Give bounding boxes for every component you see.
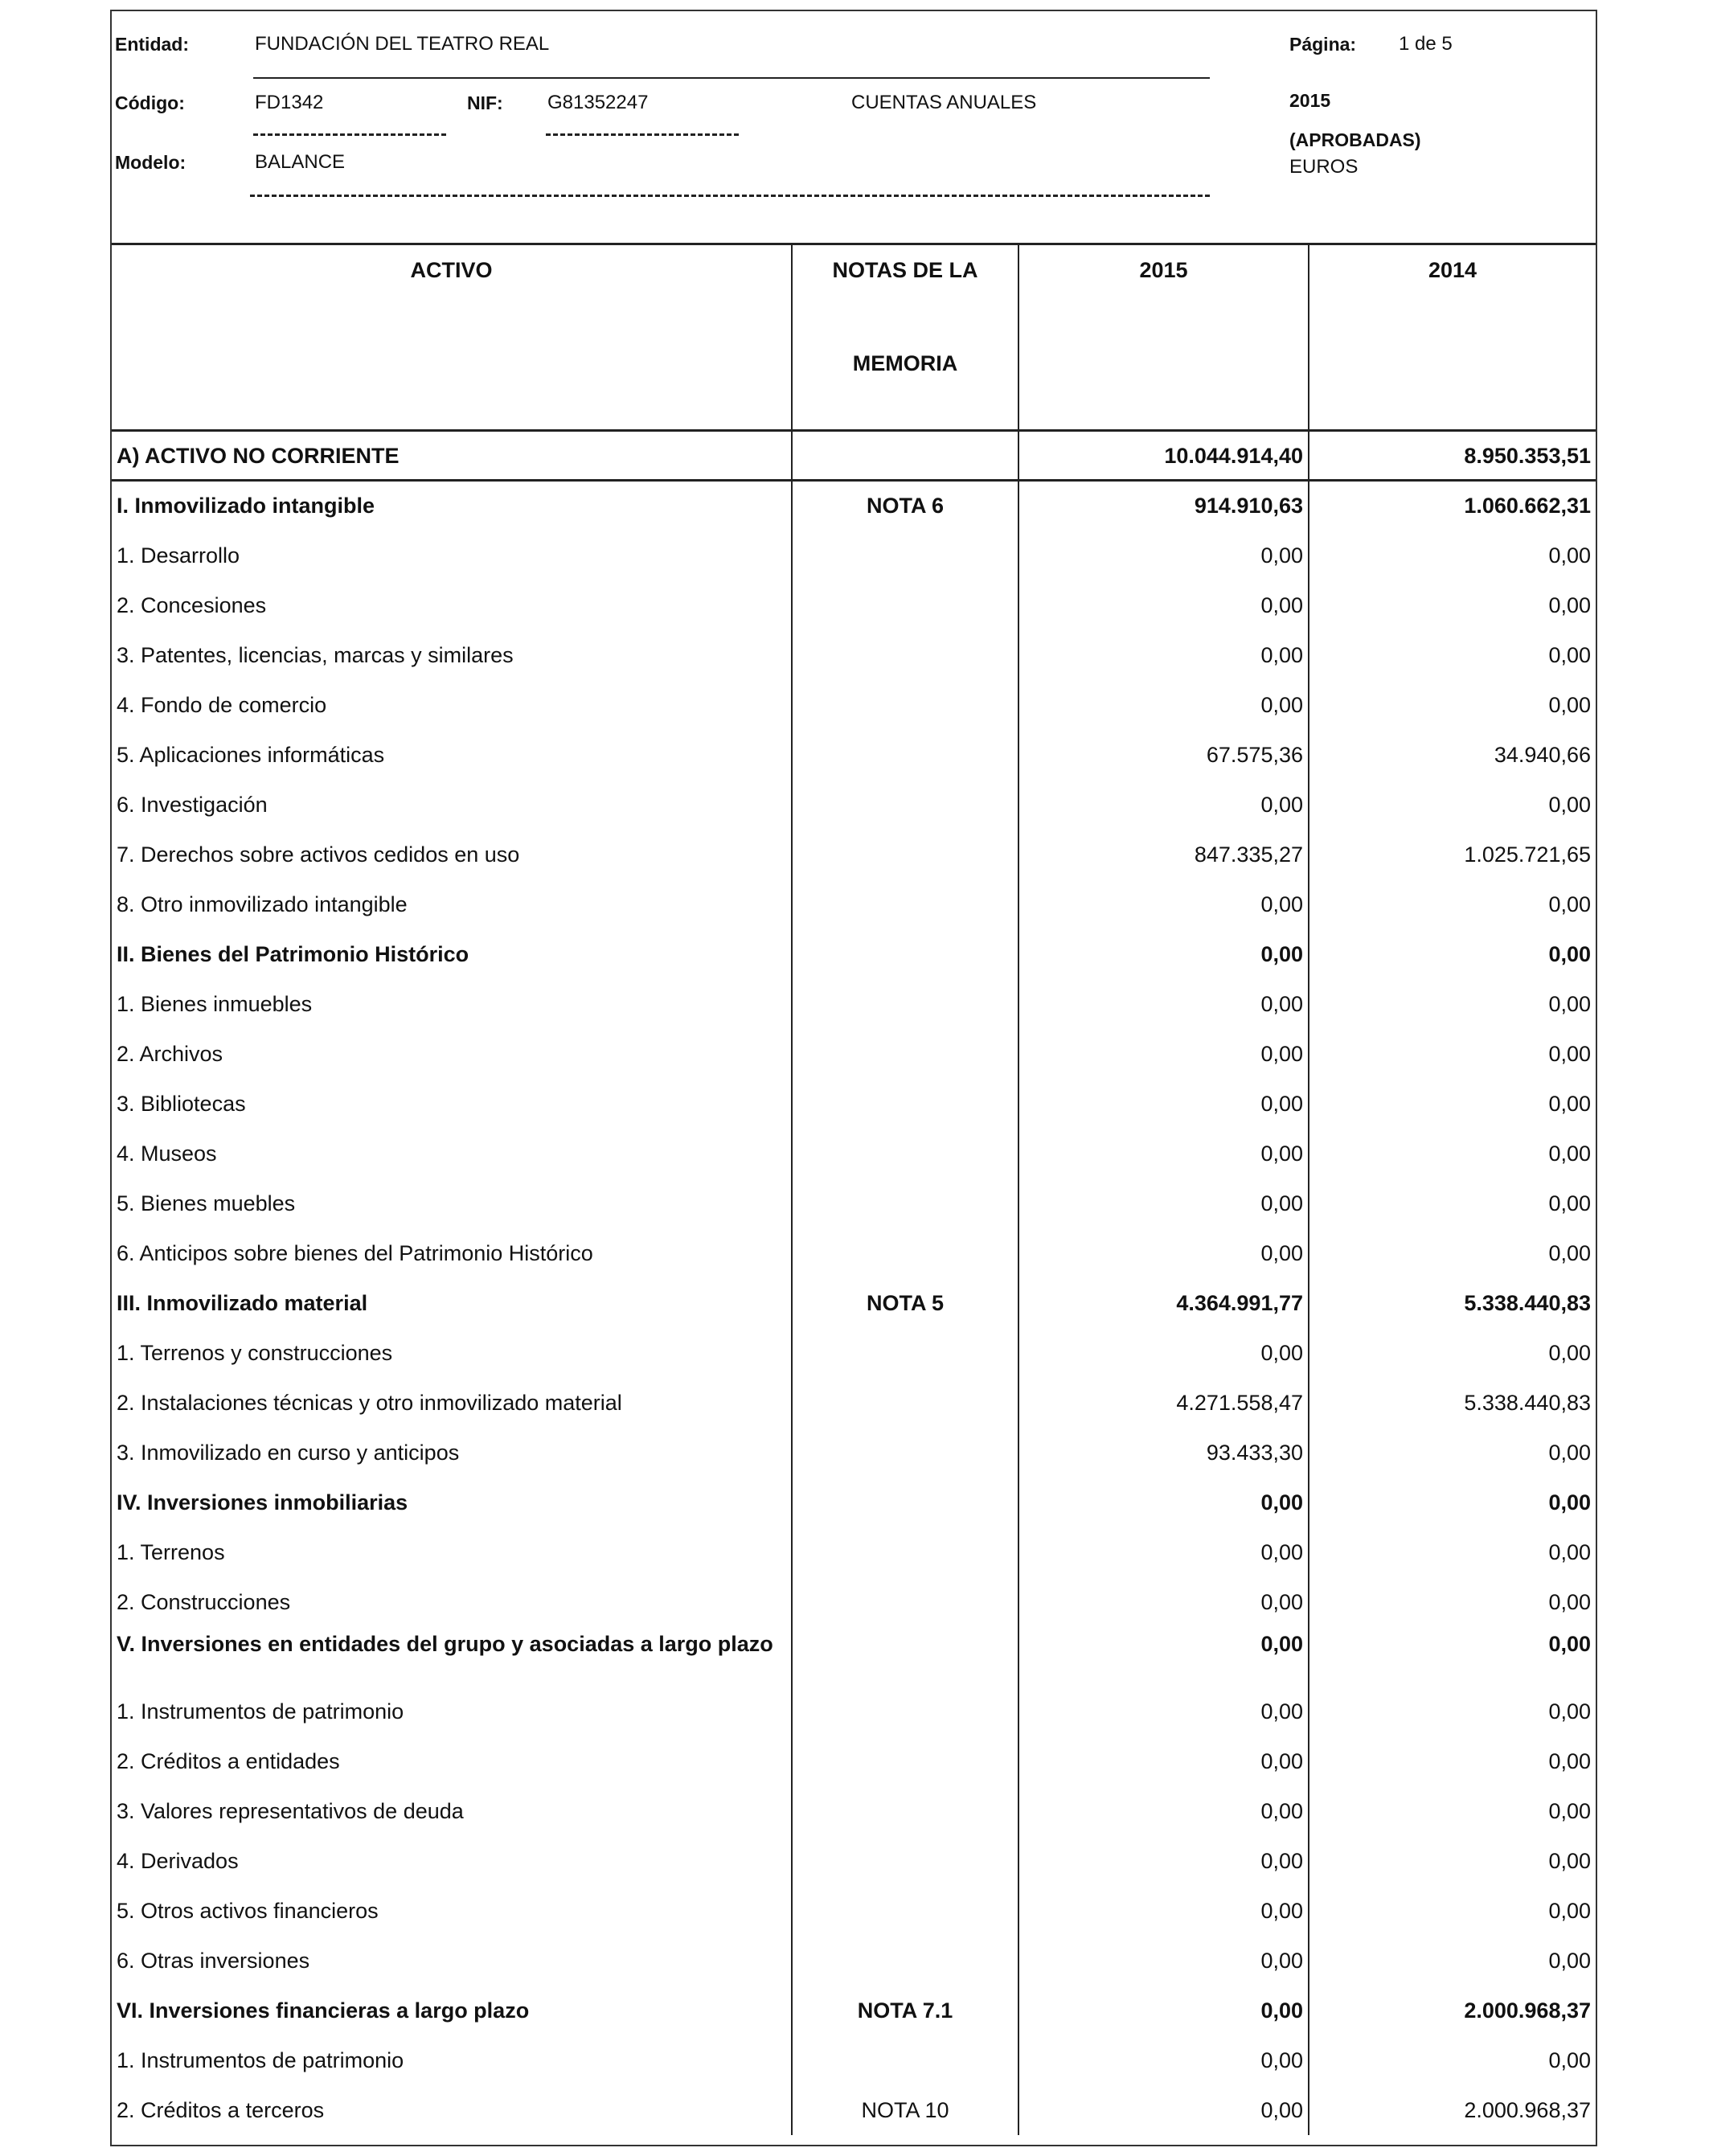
row-note	[792, 1178, 1018, 1228]
row-concept: 4. Derivados	[117, 1848, 239, 1873]
row-note	[792, 929, 1018, 979]
row-concept: II. Bienes del Patrimonio Histórico	[117, 941, 469, 966]
row-value-2015: 0,00	[1018, 580, 1309, 630]
row-value-2015: 0,00	[1018, 1029, 1309, 1079]
row-value-2014: 0,00	[1309, 1786, 1596, 1836]
row-value-2014: 0,00	[1309, 1527, 1596, 1577]
row-value-2014: 0,00	[1309, 1687, 1596, 1736]
modelo-label: Modelo:	[115, 152, 186, 173]
row-note	[792, 1687, 1018, 1736]
row-note	[792, 1936, 1018, 1986]
table-row	[112, 2035, 1596, 2085]
row-value-2015: 0,00	[1018, 680, 1309, 730]
row-note	[792, 780, 1018, 830]
row-value-2015: 0,00	[1018, 1786, 1309, 1836]
doc-status: (APROBADAS)	[1289, 129, 1421, 150]
row-value-2014: 2.000.968,37	[1309, 2085, 1596, 2135]
row-value-2014: 0,00	[1309, 1029, 1596, 1079]
row-note: NOTA 6	[792, 481, 1018, 531]
row-value-2015: 0,00	[1018, 780, 1309, 830]
document-header	[112, 11, 1596, 244]
table-row	[112, 929, 1596, 979]
row-concept: 1. Terrenos	[117, 1539, 225, 1564]
table-row	[112, 1328, 1596, 1378]
table-row	[112, 1527, 1596, 1577]
row-value-2015: 0,00	[1018, 1577, 1309, 1627]
row-note	[792, 1129, 1018, 1178]
table-row	[112, 1428, 1596, 1478]
table-row	[112, 481, 1596, 531]
table-row	[112, 1278, 1596, 1328]
row-value-2015: 0,00	[1018, 2035, 1309, 2085]
row-value-2014: 0,00	[1309, 879, 1596, 929]
table-row	[112, 780, 1596, 830]
row-note	[792, 1328, 1018, 1378]
row-concept: 5. Aplicaciones informáticas	[117, 742, 385, 767]
row-value-2014: 0,00	[1309, 1627, 1596, 1687]
row-note	[792, 1736, 1018, 1786]
row-value-2015: 0,00	[1018, 979, 1309, 1029]
row-value-2015: 0,00	[1018, 879, 1309, 929]
row-value-2014: 2.000.968,37	[1309, 1986, 1596, 2035]
table-row	[112, 1886, 1596, 1936]
row-value-2015: 0,00	[1018, 531, 1309, 580]
codigo-underline	[253, 133, 446, 136]
row-value-2014: 0,00	[1309, 580, 1596, 630]
row-value-2015: 0,00	[1018, 630, 1309, 680]
row-concept: 3. Valores representativos de deuda	[117, 1798, 464, 1823]
balance-table	[112, 243, 1596, 2135]
row-note: NOTA 7.1	[792, 1986, 1018, 2035]
row-value-2014: 0,00	[1309, 780, 1596, 830]
row-value-2015: 0,00	[1018, 1228, 1309, 1278]
row-note	[792, 979, 1018, 1029]
row-value-2014: 0,00	[1309, 1936, 1596, 1986]
row-value-2015: 847.335,27	[1018, 830, 1309, 879]
row-note	[792, 1079, 1018, 1129]
row-value-2015: 0,00	[1018, 1936, 1309, 1986]
row-value-2015: 914.910,63	[1018, 481, 1309, 531]
row-value-2015: 0,00	[1018, 1836, 1309, 1886]
row-concept: 1. Bienes inmuebles	[117, 991, 313, 1016]
table-row	[112, 1786, 1596, 1836]
row-concept: A) ACTIVO NO CORRIENTE	[112, 431, 792, 481]
row-value-2014: 0,00	[1309, 1129, 1596, 1178]
row-note	[792, 1886, 1018, 1936]
row-value-2014: 0,00	[1309, 1478, 1596, 1527]
row-concept: 2. Créditos a entidades	[117, 1748, 340, 1773]
row-concept: 2. Construcciones	[117, 1589, 291, 1614]
row-note	[792, 1428, 1018, 1478]
row-value-2014: 0,00	[1309, 1178, 1596, 1228]
row-value-2014: 34.940,66	[1309, 730, 1596, 780]
row-value-2015: 0,00	[1018, 1129, 1309, 1178]
row-value-2014: 0,00	[1309, 979, 1596, 1029]
row-concept: 1. Instrumentos de patrimonio	[117, 1699, 404, 1724]
row-concept: 5. Otros activos financieros	[117, 1898, 379, 1923]
row-value-2015: 0,00	[1018, 1687, 1309, 1736]
row-value-2015: 4.271.558,47	[1018, 1378, 1309, 1428]
modelo-underline	[250, 195, 1210, 197]
row-concept: 2. Concesiones	[117, 592, 267, 617]
row-concept: 3. Patentes, licencias, marcas y similares	[117, 642, 514, 667]
row-value-2014: 0,00	[1309, 1428, 1596, 1478]
table-row	[112, 830, 1596, 879]
row-value-2015: 0,00	[1018, 1178, 1309, 1228]
row-value-2015: 0,00	[1018, 1328, 1309, 1378]
row-value-2015: 0,00	[1018, 1478, 1309, 1527]
pagina-label: Página:	[1289, 34, 1357, 55]
row-value-2015: 67.575,36	[1018, 730, 1309, 780]
table-row	[112, 630, 1596, 680]
entidad-value: FUNDACIÓN DEL TEATRO REAL	[255, 33, 550, 55]
row-note	[792, 1627, 1018, 1687]
table-row	[112, 879, 1596, 929]
row-value-2014: 0,00	[1309, 1577, 1596, 1627]
col-header-notas-line1: NOTAS DE LA	[832, 258, 978, 282]
table-row	[112, 1079, 1596, 1129]
row-value-2014: 0,00	[1309, 1079, 1596, 1129]
table-row	[112, 1936, 1596, 1986]
row-note	[792, 1836, 1018, 1886]
row-concept: 6. Anticipos sobre bienes del Patrimonio Histórico	[117, 1240, 593, 1265]
row-concept: IV. Inversiones inmobiliarias	[117, 1490, 408, 1515]
table-row	[112, 1129, 1596, 1178]
row-concept: 6. Investigación	[117, 792, 268, 817]
table-row	[112, 1986, 1596, 2035]
row-value-2015: 0,00	[1018, 2085, 1309, 2135]
table-row	[112, 1228, 1596, 1278]
row-value-2014: 8.950.353,51	[1309, 431, 1596, 481]
table-row	[112, 680, 1596, 730]
row-note	[792, 680, 1018, 730]
table-row	[112, 1178, 1596, 1228]
row-note	[792, 1029, 1018, 1079]
document-page	[110, 10, 1597, 2146]
row-concept: 6. Otras inversiones	[117, 1948, 310, 1973]
table-row	[112, 1627, 1596, 1687]
table-header-row	[112, 244, 1596, 431]
table-row	[112, 1736, 1596, 1786]
row-value-2014: 0,00	[1309, 929, 1596, 979]
row-concept: 2. Créditos a terceros	[117, 2097, 325, 2122]
row-value-2014: 0,00	[1309, 1228, 1596, 1278]
row-value-2015: 10.044.914,40	[1018, 431, 1309, 481]
table-row	[112, 580, 1596, 630]
row-concept: 1. Terrenos y construcciones	[117, 1340, 393, 1365]
modelo-value: BALANCE	[255, 151, 346, 173]
pagina-value: 1 de 5	[1399, 33, 1453, 55]
table-row	[112, 730, 1596, 780]
row-value-2014: 0,00	[1309, 1328, 1596, 1378]
entidad-label: Entidad:	[115, 34, 189, 55]
row-concept: 3. Bibliotecas	[117, 1091, 246, 1116]
row-value-2014: 0,00	[1309, 531, 1596, 580]
row-value-2014: 0,00	[1309, 2035, 1596, 2085]
row-note	[792, 1527, 1018, 1577]
row-note	[792, 630, 1018, 680]
codigo-label: Código:	[115, 92, 185, 113]
row-concept: 2. Archivos	[117, 1041, 223, 1066]
row-value-2014: 0,00	[1309, 680, 1596, 730]
table-row	[112, 1836, 1596, 1886]
row-value-2015: 4.364.991,77	[1018, 1278, 1309, 1328]
col-header-notas-line2: MEMORIA	[852, 351, 958, 375]
row-value-2014: 5.338.440,83	[1309, 1278, 1596, 1328]
row-concept: 8. Otro inmovilizado intangible	[117, 892, 408, 916]
row-value-2014: 0,00	[1309, 630, 1596, 680]
table-row	[112, 531, 1596, 580]
row-concept: 2. Instalaciones técnicas y otro inmovilizado material	[117, 1390, 622, 1415]
col-header-2014: 2014	[1309, 244, 1596, 431]
row-note	[792, 730, 1018, 780]
table-row	[112, 1378, 1596, 1428]
row-note	[792, 1378, 1018, 1428]
row-note	[792, 1577, 1018, 1627]
row-value-2015: 0,00	[1018, 1886, 1309, 1936]
row-value-2014: 1.025.721,65	[1309, 830, 1596, 879]
row-value-2015: 0,00	[1018, 1079, 1309, 1129]
table-row	[112, 979, 1596, 1029]
row-note	[792, 1786, 1018, 1836]
doc-currency: EUROS	[1289, 156, 1359, 178]
nif-value: G81352247	[547, 92, 649, 113]
row-concept: 4. Fondo de comercio	[117, 692, 327, 717]
col-header-notas	[792, 244, 1018, 431]
row-value-2015: 0,00	[1018, 929, 1309, 979]
row-note	[792, 830, 1018, 879]
table-row	[112, 1478, 1596, 1527]
row-concept: 1. Instrumentos de patrimonio	[117, 2047, 404, 2072]
row-concept: 4. Museos	[117, 1141, 217, 1166]
table-row	[112, 1029, 1596, 1079]
row-value-2014: 1.060.662,31	[1309, 481, 1596, 531]
row-concept: VI. Inversiones financieras a largo plazo	[117, 1998, 530, 2023]
row-value-2015: 0,00	[1018, 1527, 1309, 1577]
row-value-2014: 0,00	[1309, 1736, 1596, 1786]
row-value-2014: 0,00	[1309, 1886, 1596, 1936]
row-value-2015: 0,00	[1018, 1627, 1309, 1687]
row-concept: 1. Desarrollo	[117, 543, 240, 568]
row-note	[792, 1478, 1018, 1527]
header-separator	[253, 77, 1210, 79]
nif-label: NIF:	[467, 92, 503, 113]
row-note	[792, 2035, 1018, 2085]
row-note	[792, 531, 1018, 580]
row-note	[792, 580, 1018, 630]
row-note	[792, 1228, 1018, 1278]
row-concept: V. Inversiones en entidades del grupo y asociadas a largo plazo	[117, 1631, 773, 1656]
row-value-2015: 0,00	[1018, 1736, 1309, 1786]
table-row	[112, 1577, 1596, 1627]
row-value-2015: 0,00	[1018, 1986, 1309, 2035]
row-value-2014: 0,00	[1309, 1836, 1596, 1886]
row-concept: III. Inmovilizado material	[117, 1290, 368, 1315]
row-value-2014: 5.338.440,83	[1309, 1378, 1596, 1428]
row-concept: 5. Bienes muebles	[117, 1191, 296, 1215]
nif-underline	[546, 133, 739, 136]
row-note: NOTA 10	[792, 2085, 1018, 2135]
row-concept: 7. Derechos sobre activos cedidos en uso	[117, 842, 520, 867]
row-note	[792, 879, 1018, 929]
doc-type: CUENTAS ANUALES	[851, 92, 1037, 113]
table-row	[112, 1687, 1596, 1736]
row-concept: 3. Inmovilizado en curso y anticipos	[117, 1440, 460, 1465]
row-concept: I. Inmovilizado intangible	[117, 494, 375, 519]
codigo-value: FD1342	[255, 92, 324, 113]
row-value-2015: 93.433,30	[1018, 1428, 1309, 1478]
row-note	[792, 431, 1018, 481]
col-header-2015: 2015	[1018, 244, 1309, 431]
doc-year: 2015	[1289, 90, 1331, 111]
table-row	[112, 431, 1596, 481]
col-header-activo: ACTIVO	[112, 244, 792, 431]
table-row	[112, 2085, 1596, 2135]
row-note: NOTA 5	[792, 1278, 1018, 1328]
